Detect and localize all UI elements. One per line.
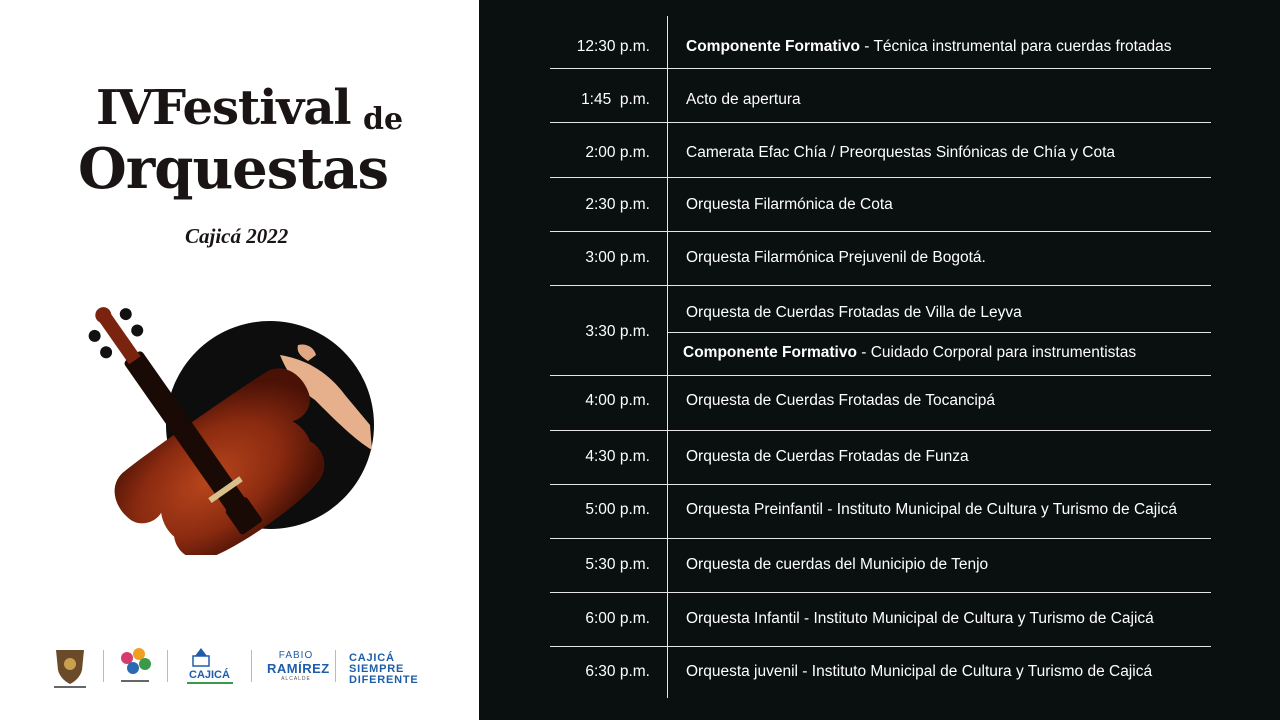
schedule-time: 5:30 p.m. xyxy=(585,556,650,573)
row-separator xyxy=(550,375,1211,376)
schedule-event xyxy=(683,344,1136,362)
event-text: Orquesta de Cuerdas Frotadas de Funza xyxy=(686,448,969,465)
event-text: - Cuidado Corporal para instrumentistas xyxy=(856,344,1137,361)
schedule-time: 2:30 p.m. xyxy=(585,196,650,213)
schedule-event xyxy=(686,610,1154,628)
violin-illustration xyxy=(70,275,390,555)
schedule-event xyxy=(686,392,995,410)
schedule-event xyxy=(686,91,801,109)
event-text: Orquesta Filarmónica Prejuvenil de Bogotá. xyxy=(686,249,986,266)
event-text: Orquesta Infantil - Instituto Municipal de Cultura y Turismo de Cajicá xyxy=(686,610,1154,627)
schedule-event xyxy=(686,249,986,267)
event-text: Orquesta de cuerdas del Municipio de Tenjo xyxy=(686,556,989,573)
slogan-line-2: SIEMPRE xyxy=(349,663,405,675)
culture-institute-logo xyxy=(115,640,155,692)
row-separator xyxy=(550,484,1211,485)
cajica-logo-text: CAJICÁ xyxy=(189,669,230,681)
schedule-time: 2:00 p.m. xyxy=(585,144,650,161)
row-separator xyxy=(550,231,1211,232)
schedule-event xyxy=(686,448,969,466)
event-text: - Técnica instrumental para cuerdas frotadas xyxy=(859,38,1172,55)
event-text: Camerata Efac Chía / Preorquestas Sinfónicas de Chía y Cota xyxy=(686,144,1116,161)
event-text: Acto de apertura xyxy=(686,91,801,108)
row-separator xyxy=(550,592,1211,593)
slogan-line-1: CAJICÁ xyxy=(349,652,395,664)
cajica-logo xyxy=(181,640,239,692)
slogan-logo xyxy=(349,640,439,692)
mayor-logo xyxy=(267,640,330,692)
title-orquestas: Orquestas xyxy=(78,136,388,202)
title-festival: Festival xyxy=(152,80,351,136)
event-highlight: Componente Formativo xyxy=(686,38,860,55)
sponsor-logos xyxy=(45,640,445,692)
schedule-event xyxy=(686,663,1152,681)
mayor-logo-role: ALCALDE xyxy=(281,676,311,682)
schedule-time: 3:00 p.m. xyxy=(585,249,650,266)
slogan-line-3: DIFERENTE xyxy=(349,674,419,686)
mayor-logo-first-name: FABIO xyxy=(278,650,314,661)
event-text: Orquesta de Cuerdas Frotadas de Villa de Leyva xyxy=(686,304,1022,321)
schedule-event xyxy=(686,38,1172,56)
sub-row-separator xyxy=(667,332,1211,333)
municipal-seal-logo xyxy=(50,640,90,692)
row-separator xyxy=(550,122,1211,123)
schedule-time: 4:00 p.m. xyxy=(585,392,650,409)
event-text: Orquesta Filarmónica de Cota xyxy=(686,196,893,213)
schedule-event xyxy=(686,196,893,214)
schedule-divider xyxy=(667,16,668,698)
row-separator xyxy=(550,430,1211,431)
festival-title xyxy=(78,80,418,210)
title-iv: IV xyxy=(96,80,152,136)
schedule-time: 1:45 p.m. xyxy=(581,91,650,108)
schedule-time: 3:30 p.m. xyxy=(585,323,650,340)
schedule-event xyxy=(686,501,1177,519)
row-separator xyxy=(550,538,1211,539)
row-separator xyxy=(550,68,1211,69)
schedule-time: 12:30 p.m. xyxy=(576,38,650,55)
mayor-logo-last-name: RAMÍREZ xyxy=(267,661,330,676)
event-text: Orquesta Preinfantil - Instituto Municipal de Cultura y Turismo de Cajicá xyxy=(686,501,1178,518)
schedule-table xyxy=(479,0,1280,720)
festival-poster xyxy=(0,0,479,720)
title-de: de xyxy=(363,102,404,137)
schedule-event xyxy=(686,304,1022,322)
row-separator xyxy=(550,285,1211,286)
event-text: Orquesta de Cuerdas Frotadas de Tocancipá xyxy=(686,392,996,409)
schedule-time: 6:00 p.m. xyxy=(585,610,650,627)
row-separator xyxy=(550,646,1211,647)
schedule-event xyxy=(686,144,1115,162)
schedule-event xyxy=(686,556,988,574)
row-separator xyxy=(550,177,1211,178)
schedule-time: 4:30 p.m. xyxy=(585,448,650,465)
schedule-time: 6:30 p.m. xyxy=(585,663,650,680)
schedule-time: 5:00 p.m. xyxy=(585,501,650,518)
festival-subtitle: Cajicá 2022 xyxy=(185,224,289,248)
event-highlight: Componente Formativo xyxy=(683,344,857,361)
event-text: Orquesta juvenil - Instituto Municipal de Cultura y Turismo de Cajicá xyxy=(686,663,1153,680)
